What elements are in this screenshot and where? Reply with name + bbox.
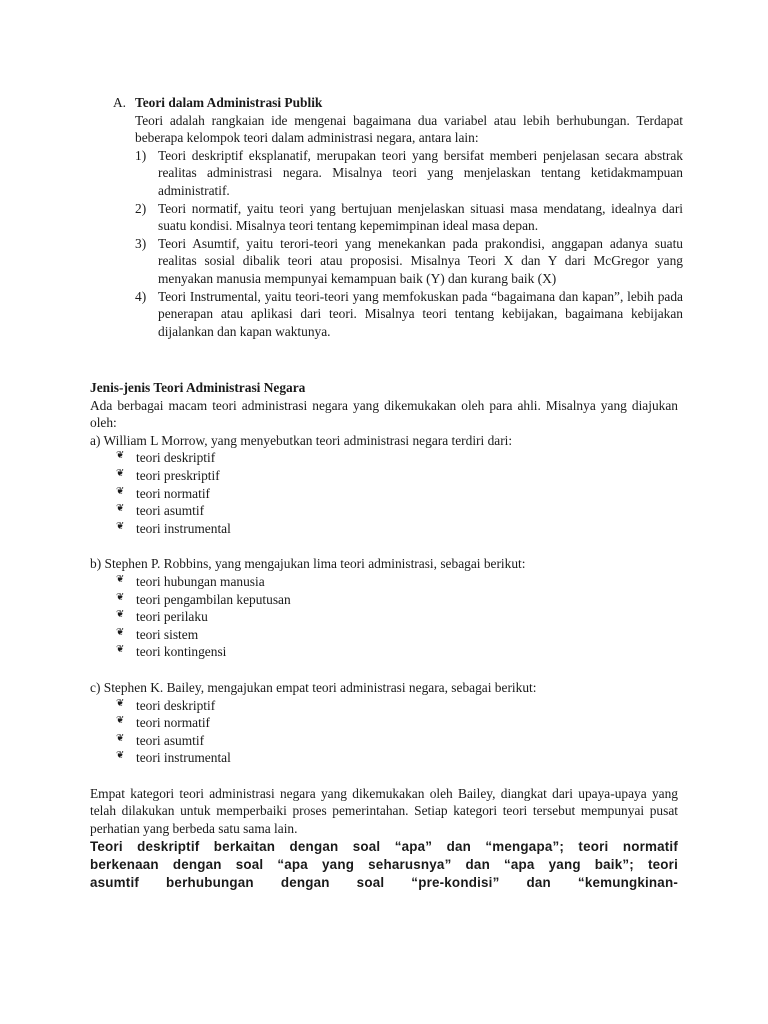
section-letter: A. (113, 95, 127, 110)
list-text: Teori normatif, yaitu teori yang bertujuan menjelaskan situasi masa mendatang, idealnya dari suatu kondisi. Misalnya teori tentang kepemimpinan ideal masa depan. (158, 200, 683, 234)
list-item (135, 200, 683, 235)
bullet-list (90, 573, 678, 661)
fleuron-bullet-icon: ❦ (116, 485, 125, 497)
bullet-text: teori sistem (136, 626, 199, 642)
bullet-item (112, 697, 678, 715)
bullet-text: teori perilaku (136, 609, 208, 625)
fleuron-bullet-icon: ❦ (116, 609, 125, 621)
bullet-text: teori deskriptif (136, 697, 216, 713)
list-number: 3) (135, 235, 147, 251)
spacer (90, 661, 678, 679)
bullet-item (112, 732, 678, 750)
section-b (90, 379, 678, 892)
bullet-item (112, 573, 678, 591)
bullet-item (112, 591, 678, 609)
list-text: Teori deskriptif eksplanatif, merupakan teori yang bersifat memberi penjelasan secara abstrak realitas administrasi negara. Misalnya teori yang menjelaskan tentang ketidakmampuan administratif. (158, 147, 683, 198)
fleuron-bullet-icon: ❦ (116, 697, 125, 709)
bullet-item (112, 520, 678, 538)
bullet-item (112, 749, 678, 767)
fleuron-bullet-icon: ❦ (116, 591, 125, 603)
section-a-intro: Teori adalah rangkaian ide mengenai bagaimana dua variabel atau lebih berhubungan. Terdapat beberapa kelompok teori dalam administrasi negara, antara lain: (135, 112, 683, 146)
bullet-list (90, 449, 678, 537)
bullet-list (90, 697, 678, 767)
bullet-text: teori kontingensi (136, 644, 227, 660)
fleuron-bullet-icon: ❦ (116, 644, 125, 656)
fleuron-bullet-icon: ❦ (116, 520, 125, 532)
bullet-item (112, 485, 678, 503)
bullet-item (112, 467, 678, 485)
fleuron-bullet-icon: ❦ (116, 503, 125, 515)
group-a (90, 432, 678, 538)
fleuron-bullet-icon: ❦ (116, 450, 125, 462)
section-b-intro: Ada berbagai macam teori administrasi negara yang dikemukakan oleh para ahli. Misalnya yang diajukan oleh: (90, 397, 678, 431)
spacer (90, 537, 678, 555)
list-item (135, 147, 683, 200)
list-number: 1) (135, 147, 147, 163)
bullet-text: teori instrumental (136, 750, 231, 766)
fleuron-bullet-icon: ❦ (116, 626, 125, 638)
group-c (90, 679, 678, 767)
bold-line: berkenaan dengan soal “apa yang seharusnya” dan “apa yang baik”; teori (90, 856, 678, 872)
closing-paragraph: Empat kategori teori administrasi negara yang dikemukakan oleh Bailey, diangkat dari upaya-upaya yang telah dilakukan untuk memperbaiki proses pemerintahan. Setiap kategori teori tersebut mempunyai pusat perhatian yang berbeda satu sama lain. (90, 785, 678, 837)
list-text: Teori Instrumental, yaitu teori-teori yang memfokuskan pada “bagaimana dan kapan”, lebih pada penerapan atau aplikasi dari teori. Misalnya teori tentang kebijakan, bagaimana kebijakan dijalankan dan kapan waktunya. (158, 288, 683, 339)
bullet-item (112, 502, 678, 520)
section-title: Teori dalam Administrasi Publik (135, 95, 323, 110)
fleuron-bullet-icon: ❦ (116, 750, 125, 762)
group-lead: a) William L Morrow, yang menyebutkan teori administrasi negara terdiri dari: (90, 432, 513, 448)
bullet-text: teori instrumental (136, 520, 231, 536)
fleuron-bullet-icon: ❦ (116, 467, 125, 479)
bold-line: asumtif berhubungan dengan soal “pre-kondisi” dan “kemungkinan- (90, 874, 678, 890)
section-a-heading (113, 94, 683, 112)
bullet-item (112, 643, 678, 661)
fleuron-bullet-icon: ❦ (116, 732, 125, 744)
bold-line: Teori deskriptif berkaitan dengan soal “apa” dan “mengapa”; teori normatif (90, 838, 678, 854)
bullet-text: teori asumtif (136, 503, 205, 519)
bullet-text: teori normatif (136, 715, 210, 731)
bullet-text: teori deskriptif (136, 450, 216, 466)
group-lead: c) Stephen K. Bailey, mengajukan empat teori administrasi negara, sebagai berikut: (90, 679, 537, 695)
list-text: Teori Asumtif, yaitu terori-teori yang menekankan pada prakondisi, anggapan adanya suatu realitas sosial dibalik teori atau proposisi. Misalnya Teori X dan Y dari McGregor yang menyakan manusia mempunyai kemampuan baik (Y) dan kurang baik (X) (158, 235, 683, 286)
bullet-text: teori preskriptif (136, 467, 220, 483)
bullet-item (112, 714, 678, 732)
list-number: 4) (135, 288, 147, 304)
list-item (135, 235, 683, 288)
section-b-heading: Jenis-jenis Teori Administrasi Negara (90, 380, 306, 395)
bullet-text: teori pengambilan keputusan (136, 591, 291, 607)
theory-numbered-list (113, 147, 683, 341)
fleuron-bullet-icon: ❦ (116, 573, 125, 585)
group-lead: b) Stephen P. Robbins, yang mengajukan lima teori administrasi, sebagai berikut: (90, 556, 526, 572)
bullet-text: teori hubungan manusia (136, 573, 265, 589)
list-number: 2) (135, 200, 147, 216)
bullet-text: teori normatif (136, 485, 210, 501)
bullet-item (112, 626, 678, 644)
spacer (90, 767, 678, 785)
bullet-text: teori asumtif (136, 732, 205, 748)
bold-paragraph (90, 838, 678, 892)
bullet-item (112, 449, 678, 467)
group-b (90, 555, 678, 661)
list-item (135, 288, 683, 341)
fleuron-bullet-icon: ❦ (116, 715, 125, 727)
bullet-item (112, 608, 678, 626)
section-a (113, 94, 683, 340)
